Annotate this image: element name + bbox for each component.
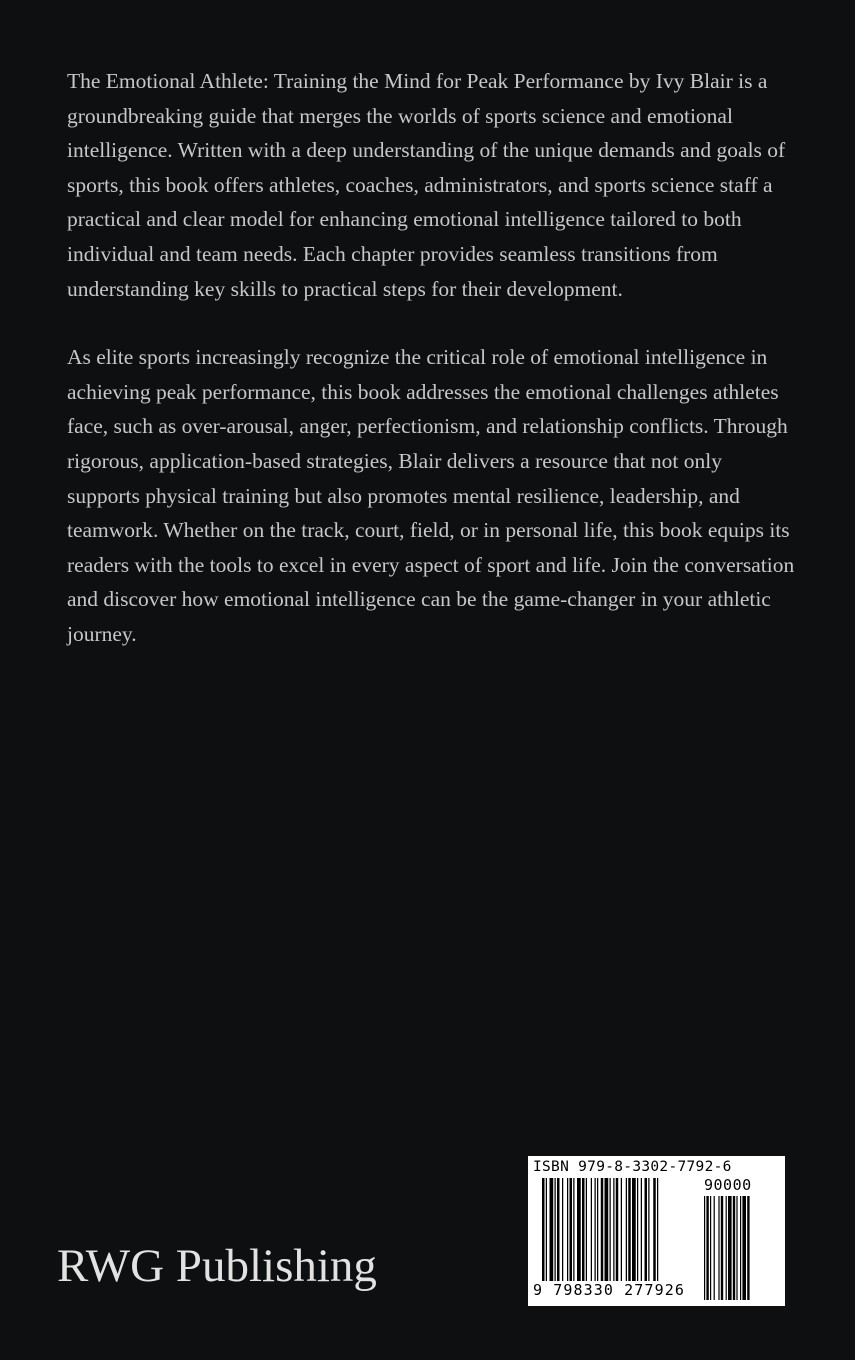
publisher-name: RWG Publishing xyxy=(57,1240,377,1292)
back-cover-blurb xyxy=(67,64,797,652)
blurb-paragraph-1: The Emotional Athlete: Training the Mind for Peak Performance by Ivy Blair is a groundbreaking guide that merges the worlds of sports science and emotional intelligence. Written with a deep understanding of the unique demands and goals of sports, this book offers athletes, coaches, administrators, and sports science staff a practical and clear model for enhancing emotional intelligence tailored to both individual and team needs. Each chapter provides seamless transitions from understanding key skills to practical steps for their development. xyxy=(67,69,786,301)
price-code: 90000 xyxy=(704,1176,752,1194)
blurb-paragraph-2: As elite sports increasingly recognize the critical role of emotional intelligence in achieving peak performance, this book addresses the emotional challenges athletes face, such as over-arousal, anger, perfectionism, and relationship conflicts. Through rigorous, application-based strategies, Blair delivers a resource that not only supports physical training but also promotes mental resilience, leadership, and teamwork. Whether on the track, court, field, or in personal life, this book equips its readers with the tools to excel in every aspect of sport and life. Join the conversation and discover how emotional intelligence can be the game-changer in your athletic journey. xyxy=(67,345,795,646)
isbn-label: ISBN 979-8-3302-7792-6 xyxy=(533,1159,732,1175)
ean-digits: 9 798330 277926 xyxy=(533,1281,685,1299)
isbn-barcode xyxy=(528,1156,785,1306)
